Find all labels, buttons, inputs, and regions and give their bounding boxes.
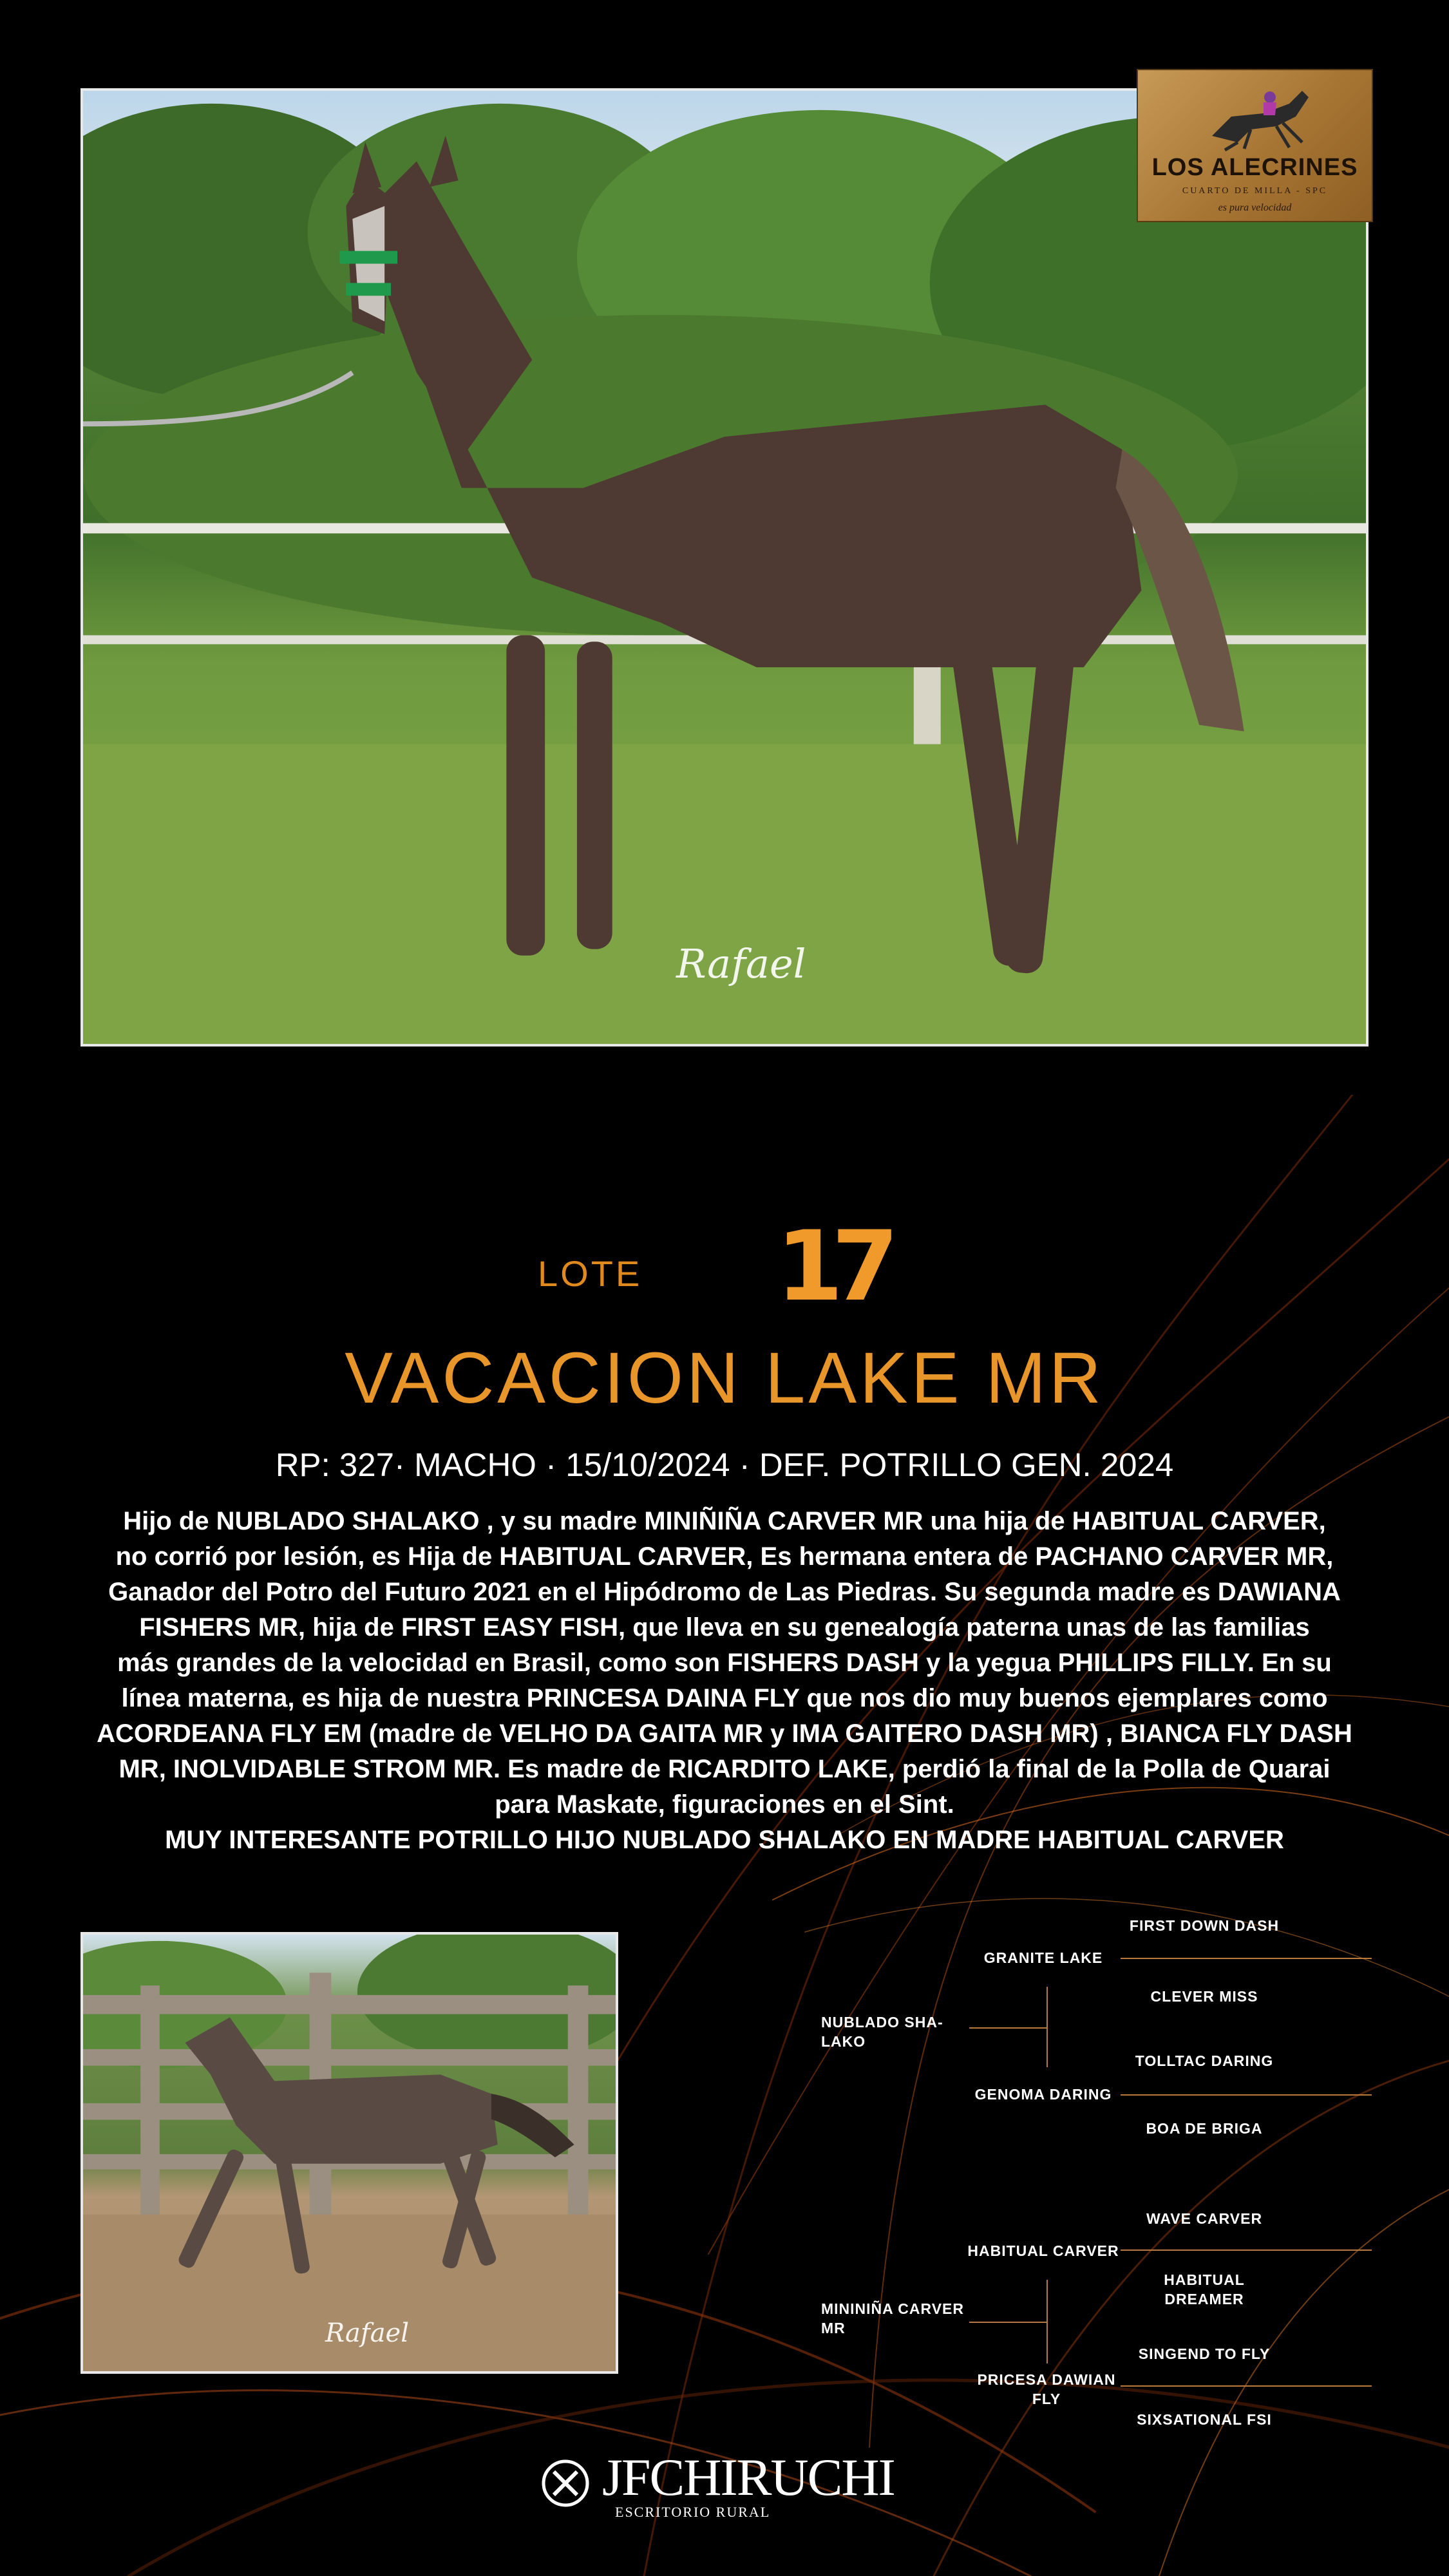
footer-subtitle: ESCRITORIO RURAL [615, 2504, 771, 2520]
pedigree-sire-sire-sire: FIRST DOWN DASH [1129, 1917, 1280, 1934]
description-line: MR, INOLVIDABLE STROM MR. Es madre de RICARDITO LAKE, perdió la final de la Polla de Quarai [118, 1755, 1331, 1783]
pedigree-sire-sire-dam: CLEVER MISS [1150, 1988, 1258, 2005]
pedigree-sire-dam-sire: TOLLTAC DARING [1135, 2052, 1274, 2069]
pedigree-dam-sire: HABITUAL CARVER [967, 2242, 1119, 2259]
horse-name: VACACION LAKE MR [345, 1338, 1104, 1418]
pedigree-line [969, 2322, 1046, 2323]
pedigree-dam-dam-sire: SINGEND TO FLY [1138, 2345, 1271, 2362]
brand-name: LOS ALECRINES [1151, 154, 1358, 181]
description-line: más grandes de la velocidad en Brasil, como son FISHERS DASH y la yegua PHILLIPS FILLY. En su [117, 1649, 1332, 1677]
lot-number: 17 [776, 1211, 887, 1323]
pedigree-dam: MININIÑA CARVER MR [821, 2300, 965, 2336]
main-horse-photo [80, 88, 1368, 1046]
pedigree-dam-dam: PRICESA DAWIAN FLY [977, 2371, 1116, 2407]
description-line: ACORDEANA FLY EM (madre de VELHO DA GAITA MR y IMA GAITERO DASH MR) , BIANCA FLY DASH [97, 1719, 1352, 1748]
pedigree-line [969, 2027, 1046, 2029]
pedigree-line [1121, 2249, 1372, 2251]
description-line: no corrió por lesión, es Hija de HABITUAL CARVER, Es hermana entera de PACHANO CARVER MR, [115, 1542, 1334, 1571]
description-line: para Maskate, figuraciones en el Sint. [495, 1790, 954, 1819]
description-line: Ganador del Potro del Futuro 2021 en el Hipódromo de Las Piedras. Su segunda madre es DAWIANA [108, 1578, 1341, 1606]
pedigree-sire: NUBLADO SHA- LAKO [821, 2014, 943, 2050]
pedigree-dam-sire-dam: HABITUAL DREAMER [1164, 2271, 1245, 2307]
photographer-signature-small: Rafael [325, 2318, 409, 2348]
brand-tagline: es pura velocidad [1218, 202, 1292, 213]
pedigree-sire-sire: GRANITE LAKE [983, 1949, 1103, 1966]
racehorse-icon [1199, 78, 1315, 152]
pedigree-sire-dam: GENOMA DARING [974, 2086, 1112, 2103]
pedigree-line [1121, 2385, 1372, 2387]
footer-name: JFCHIRUCHI [602, 2448, 895, 2506]
pedigree-line [1121, 1958, 1372, 1959]
secondary-horse-photo [80, 1932, 618, 2374]
pedigree-dam-dam-dam: SIXSATIONAL FSI [1137, 2411, 1272, 2428]
pedigree-line [1121, 2094, 1372, 2096]
description-line: FISHERS MR, hija de FIRST EASY FISH, que lleva en su genealogía paterna unas de las familias [139, 1613, 1310, 1642]
horse-description [84, 1504, 1365, 1858]
lot-label: LOTE [538, 1253, 643, 1294]
description-line: MUY INTERESANTE POTRILLO HIJO NUBLADO SHALAKO EN MADRE HABITUAL CARVER [165, 1826, 1284, 1854]
pedigree-dam-sire-sire: WAVE CARVER [1146, 2210, 1263, 2227]
horse-info: RP: 327· MACHO · 15/10/2024 · DEF. POTRILLO GEN. 2024 [275, 1446, 1174, 1483]
jfchiruchi-logo [541, 2447, 927, 2518]
pedigree-sire-dam-dam: BOA DE BRIGA [1146, 2120, 1263, 2137]
pedigree-line [1046, 2280, 1048, 2363]
pedigree-line [1046, 1987, 1048, 2067]
crossed-tools-icon [541, 2459, 590, 2508]
brand-subtitle: CUARTO DE MILLA - SPC [1182, 186, 1328, 196]
los-alecrines-logo [1137, 69, 1373, 222]
photographer-signature: Rafael [676, 940, 806, 987]
description-line: Hijo de NUBLADO SHALAKO , y su madre MINIÑIÑA CARVER MR una hija de HABITUAL CARVER, [123, 1507, 1326, 1535]
description-line: línea materna, es hija de nuestra PRINCESA DAINA FLY que nos dio muy buenos ejemplares como [121, 1684, 1328, 1712]
